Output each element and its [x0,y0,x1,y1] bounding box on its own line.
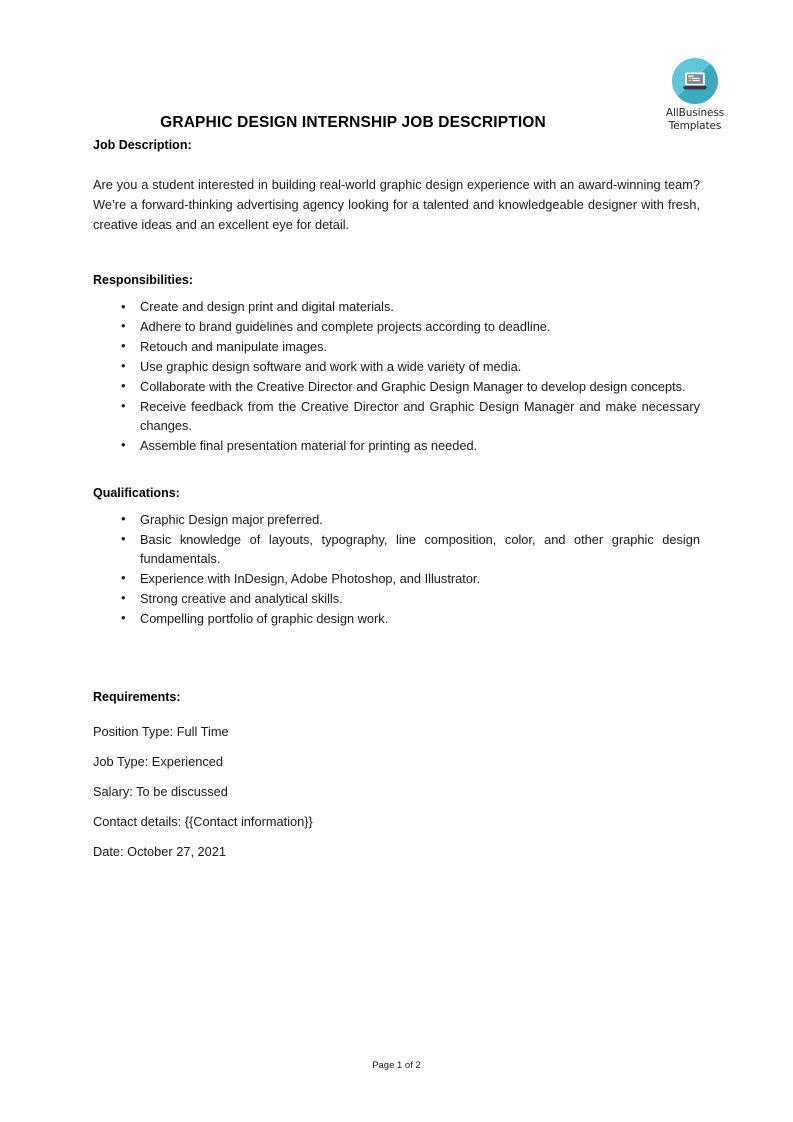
requirement-contact-details: Contact details: {{Contact information}} [93,813,313,829]
logo-wordmark-line2: Templates [668,119,722,132]
logo-wordmark-line1: AllBusiness [665,107,725,119]
list-item: • Create and design print and digital materials. [93,297,700,316]
job-description-heading: Job Description: [93,138,192,152]
qualifications-list [93,510,700,628]
laptop-icon [682,72,708,91]
list-item: • Strong creative and analytical skills. [93,589,700,608]
requirements-heading: Requirements: [93,689,181,704]
intro-paragraph: Are you a student interested in building real-world graphic design experience with an award-winning team? We’re a forward-thinking advertising agency looking for a talented and knowledgeable designer with fresh, creative ideas and an excellent eye for detail. [93,177,700,232]
list-item: • Compelling portfolio of graphic design work. [93,609,700,628]
list-item: • Assemble final presentation material for printing as needed. [93,436,700,455]
page-footer: Page 1 of 2 [372,1060,421,1071]
list-item: • Receive feedback from the Creative Director and Graphic Design Manager and make necessary changes. [93,397,700,436]
list-item: • Basic knowledge of layouts, typography, line composition, color, and other graphic design fundamentals. [93,530,700,569]
requirement-position-type: Position Type: Full Time [93,723,229,739]
requirement-job-type: Job Type: Experienced [93,753,223,769]
list-item: • Graphic Design major preferred. [93,510,700,529]
responsibilities-list [93,297,700,455]
logo-circle [672,58,718,104]
list-item: • Collaborate with the Creative Director and Graphic Design Manager to develop design concepts. [93,377,700,396]
logo-wordmark [656,107,734,132]
requirement-salary: Salary: To be discussed [93,783,228,799]
responsibilities-heading: Responsibilities: [93,273,194,287]
list-item: • Experience with InDesign, Adobe Photoshop, and Illustrator. [93,569,700,588]
document-body [93,138,700,867]
list-item: • Retouch and manipulate images. [93,337,700,356]
requirement-date: Date: October 27, 2021 [93,843,227,859]
allbusiness-templates-logo [656,58,734,132]
list-item: • Use graphic design software and work with a wide variety of media. [93,357,700,376]
qualifications-heading: Qualifications: [93,485,180,500]
page-title: GRAPHIC DESIGN INTERNSHIP JOB DESCRIPTION [160,114,546,131]
list-item: • Adhere to brand guidelines and complete projects according to deadline. [93,317,700,336]
